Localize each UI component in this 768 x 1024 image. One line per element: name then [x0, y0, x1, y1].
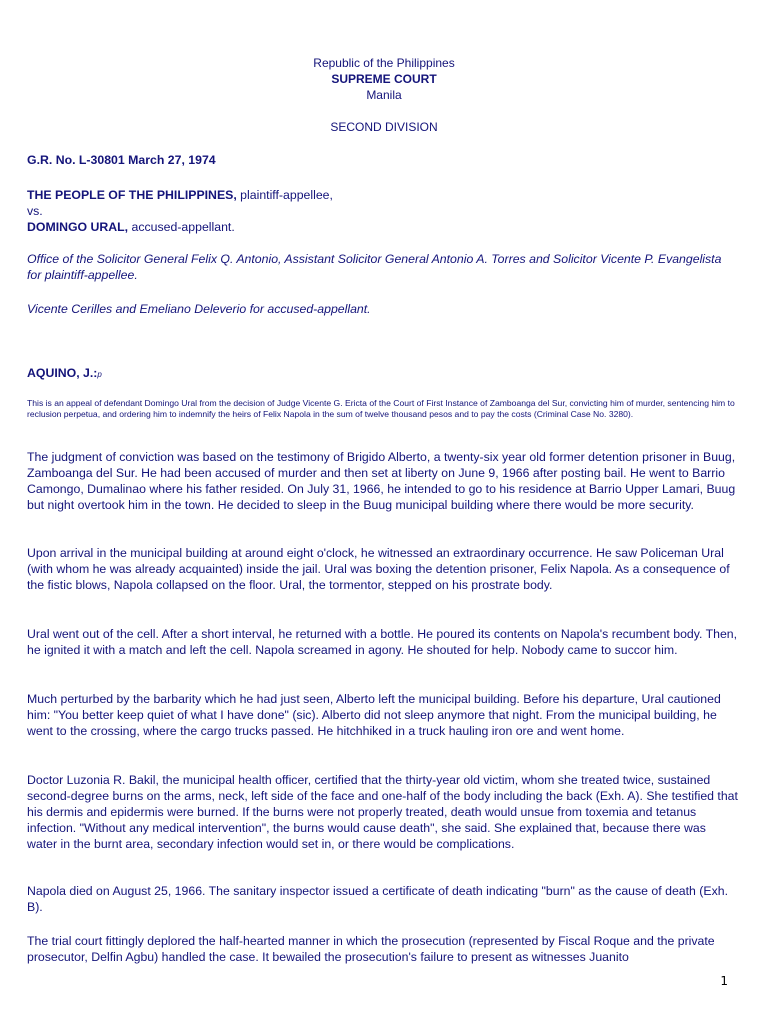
case-number: G.R. No. L-30801 March 27, 1974	[27, 153, 216, 167]
case-parties	[27, 187, 739, 235]
appellee-line	[27, 187, 739, 203]
counsel-appellant: Vicente Cerilles and Emeliano Deleverio for accused-appellant.	[27, 302, 371, 316]
author-mark: p	[97, 370, 102, 379]
paragraph-5: Doctor Luzonia R. Bakil, the municipal health officer, certified that the thirty-year old victim, whom she treated twice, sustained second-degree burns on the arms, neck, left side of the face and one-half of the body including the back (Exh. A). She testified that his dermis and epidermis were burned. If the burns were not properly treated, death would unsue from toxemia and tetanus infection. "Without any medical intervention", the burns would cause death", she said. She explained that, because there was water in the burnt area, secondary infection would set in, or there would be complications.	[27, 773, 738, 851]
paragraph-4: Much perturbed by the barbarity which he had just seen, Alberto left the municipal building. Before his departure, Ural cautioned him: "You better keep quiet of what I have done" (sic). Alberto did not sleep anymore that night. From the municipal building, he went to the crossing, where the cargo trucks passed. He hitchhiked in a truck hauling iron ore and went home.	[27, 692, 721, 738]
author-name: AQUINO, J.:	[27, 366, 98, 380]
opinion-author	[27, 365, 739, 383]
paragraph-1: The judgment of conviction was based on the testimony of Brigido Alberto, a twenty-six year old former detention prisoner in Buug, Zamboanga del Sur. He had been accused of murder and then set at liberty on June 9, 1966 after posting bail. He went to Barrio Camongo, Dumalinao where his father resided. On July 31, 1966, he intended to go to his residence at Barrio Upper Lamari, Buug but night overtook him in the town. He decided to sleep in the Buug municipal building where there would be more security.	[27, 450, 736, 512]
page-number: 1	[720, 974, 728, 988]
appellant-line	[27, 219, 739, 235]
appellee-name: THE PEOPLE OF THE PHILIPPINES,	[27, 188, 237, 202]
appellant-name: DOMINGO URAL,	[27, 220, 129, 234]
paragraph-3: Ural went out of the cell. After a short interval, he returned with a bottle. He poured its contents on Napola's recumbent body. Then, he ignited it with a match and left the cell. Napola screamed in agony. He shouted for help. Nobody came to succor him.	[27, 627, 738, 657]
paragraph-2: Upon arrival in the municipal building at around eight o'clock, he witnessed an extraordinary occurrence. He saw Policeman Ural (with whom he was already acquainted) inside the jail. Ural was boxing the detention prisoner, Felix Napola. As a consequence of the fistic blows, Napola collapsed on the floor. Ural, the tormentor, stepped on his prostrate body.	[27, 546, 730, 592]
header-court: SUPREME COURT	[331, 72, 437, 86]
appellant-role: accused-appellant.	[128, 220, 235, 234]
appellee-role: plaintiff-appellee,	[236, 188, 333, 202]
header-republic: Republic of the Philippines	[313, 56, 455, 70]
paragraph-7: The trial court fittingly deplored the half-hearted manner in which the prosecution (represented by Fiscal Roque and the private prosecutor, Delfin Agbu) handled the case. It bewailed the prosecution's failure to present as witnesses Juanito	[27, 934, 715, 964]
opinion-intro: This is an appeal of defendant Domingo Ural from the decision of Judge Vicente G. Ericta of the Court of First Instance of Zamboanga del Sur, convicting him of murder, sentencing him to reclusion perpetua, and ordering him to indemnify the heirs of Felix Napola in the sum of twelve thousand pesos and to pay the costs (Criminal Case No. 3280).	[27, 398, 735, 419]
header-city: Manila	[366, 88, 402, 102]
versus: vs.	[27, 204, 43, 218]
paragraph-6: Napola died on August 25, 1966. The sanitary inspector issued a certificate of death indicating "burn" as the cause of death (Exh. B).	[27, 884, 728, 914]
header-division: SECOND DIVISION	[330, 120, 438, 134]
counsel-appellee: Office of the Solicitor General Felix Q. Antonio, Assistant Solicitor General Antonio A. Torres and Solicitor Vicente P. Evangelista for plaintiff-appellee.	[27, 252, 722, 282]
